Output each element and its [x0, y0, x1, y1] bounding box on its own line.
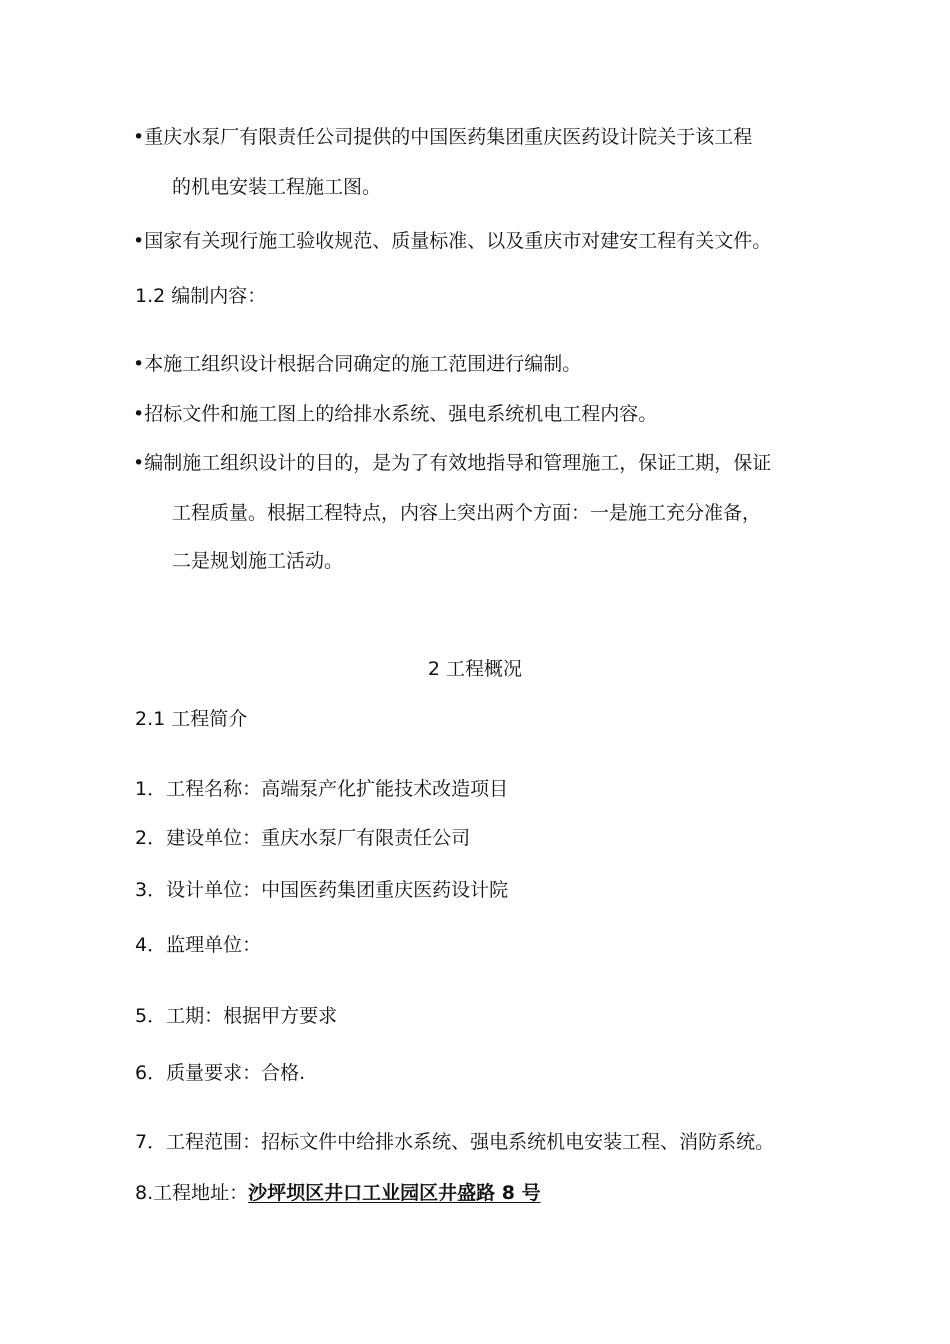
address-label: 8.工程地址：: [135, 1182, 249, 1204]
section-2-1-heading: 2.1 工程简介: [135, 708, 248, 730]
content-bullet-1: •本施工组织设计根据合同确定的施工范围进行编制。: [133, 353, 582, 375]
basis-bullet-1-line-1: •重庆水泵厂有限责任公司提供的中国医药集团重庆医药设计院关于该工程: [133, 126, 753, 148]
content-bullet-3-line-3: 二是规划施工活动。: [172, 550, 344, 572]
project-item-owner: 2．建设单位：重庆水泵厂有限责任公司: [135, 827, 471, 849]
project-item-address: [135, 1180, 541, 1206]
project-item-name: 1．工程名称：高端泵产化扩能技术改造项目: [135, 778, 509, 800]
chapter-2-title: 2 工程概况: [427, 658, 523, 680]
content-bullet-2: •招标文件和施工图上的给排水系统、强电系统机电工程内容。: [133, 403, 658, 425]
basis-bullet-1-line-2: 的机电安装工程施工图。: [172, 176, 382, 198]
address-value: 沙坪坝区井口工业园区井盛路 8 号: [248, 1182, 541, 1204]
section-1-2-heading: 1.2 编制内容：: [135, 285, 267, 307]
project-item-quality: 6．质量要求：合格.: [135, 1062, 306, 1084]
project-item-scope: 7．工程范围：招标文件中给排水系统、强电系统机电安装工程、消防系统。: [135, 1131, 775, 1153]
project-item-supervisor: 4．监理单位：: [135, 934, 262, 956]
project-item-schedule: 5．工期：根据甲方要求: [135, 1005, 338, 1027]
content-bullet-3-line-1: •编制施工组织设计的目的，是为了有效地指导和管理施工，保证工期，保证: [133, 452, 772, 474]
basis-bullet-2: •国家有关现行施工验收规范、质量标准、以及重庆市对建安工程有关文件。: [133, 230, 772, 252]
content-bullet-3-line-2: 工程质量。根据工程特点，内容上突出两个方面：一是施工充分准备，: [172, 502, 762, 524]
project-item-designer: 3．设计单位：中国医药集团重庆医药设计院: [135, 879, 509, 901]
